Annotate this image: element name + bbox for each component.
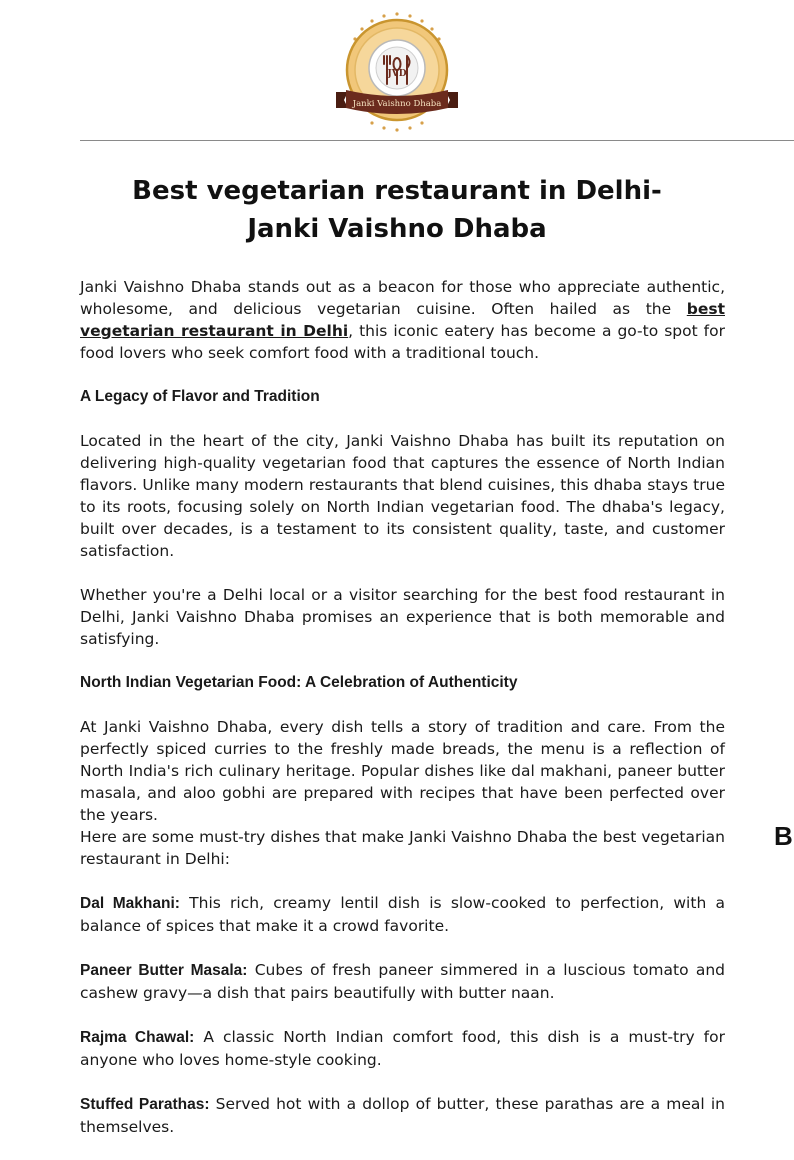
svg-text:Janki Vaishno Dhaba: Janki Vaishno Dhaba — [352, 99, 442, 109]
article-body — [80, 276, 725, 1160]
intro-text-before: Janki Vaishno Dhaba stands out as a beacon for those who appreciate authentic, wholesome, and delicious vegetarian cuisine. Often hailed as the — [80, 278, 725, 318]
dish-description: This rich, creamy lentil dish is slow-cooked to perfection, with a balance of spices that make it a crowd favorite. — [80, 894, 725, 935]
dish-description: A classic North Indian comfort food, this dish is a must-try for anyone who loves home-style cooking. — [80, 1028, 725, 1069]
intro-paragraph — [80, 276, 725, 364]
legacy-paragraph-2: Whether you're a Delhi local or a visitor searching for the best food restaurant in Delhi, Janki Vaishno Dhaba promises an experience that is both memorable and satisfying. — [80, 586, 725, 648]
clipped-side-text: B — [774, 821, 793, 851]
north-indian-paragraph-2: Here are some must-try dishes that make Janki Vaishno Dhaba the best vegetarian restaurant in Delhi: — [80, 828, 725, 868]
page-title: Best vegetarian restaurant in Delhi-Janki Vaishno Dhaba — [132, 176, 662, 244]
dish-item — [80, 1026, 725, 1071]
legacy-paragraph-1: Located in the heart of the city, Janki Vaishno Dhaba has built its reputation on delivering high-quality vegetarian food that captures the essence of North Indian flavors. Unlike many modern restaurants that blend cuisines, this dhaba stays true to its roots, focusing solely on North Indian vegetarian food. The dhaba's legacy, built over decades, is a testament to its consistent quality, taste, and customer satisfaction. — [80, 432, 725, 560]
dish-item — [80, 1093, 725, 1138]
north-indian-paragraph-1: At Janki Vaishno Dhaba, every dish tells a story of tradition and care. From the perfectly spiced curries to the freshly made breads, the menu is a reflection of North India's rich culinary heritage. Popular dishes like dal makhani, paneer butter masala, and aloo gobhi are prepared with recipes that have been perfected over the years. — [80, 718, 725, 824]
header-divider — [80, 140, 794, 141]
dish-description: Cubes of fresh paneer simmered in a luscious tomato and cashew gravy—a dish that pairs beautifully with butter naan. — [80, 961, 725, 1002]
dish-name: Paneer Butter Masala: — [80, 962, 248, 979]
logo-emblem-icon — [332, 10, 462, 134]
restaurant-logo — [332, 10, 462, 134]
section-heading-north-indian: North Indian Vegetarian Food: A Celebration of Authenticity — [80, 674, 518, 691]
best-restaurant-link[interactable]: best vegetarian restaurant in Delhi — [80, 300, 725, 340]
dish-item — [80, 892, 725, 937]
dish-name: Stuffed Parathas: — [80, 1096, 210, 1113]
dish-description: Served hot with a dollop of butter, these parathas are a meal in themselves. — [80, 1095, 725, 1136]
section-heading-legacy: A Legacy of Flavor and Tradition — [80, 388, 320, 405]
dish-item — [80, 959, 725, 1004]
dish-name: Dal Makhani: — [80, 895, 180, 912]
dish-name: Rajma Chawal: — [80, 1029, 195, 1046]
intro-text-after: , this iconic eatery has become a go-to spot for food lovers who seek comfort food with a traditional touch. — [80, 322, 725, 362]
svg-text:JVD: JVD — [387, 69, 407, 79]
